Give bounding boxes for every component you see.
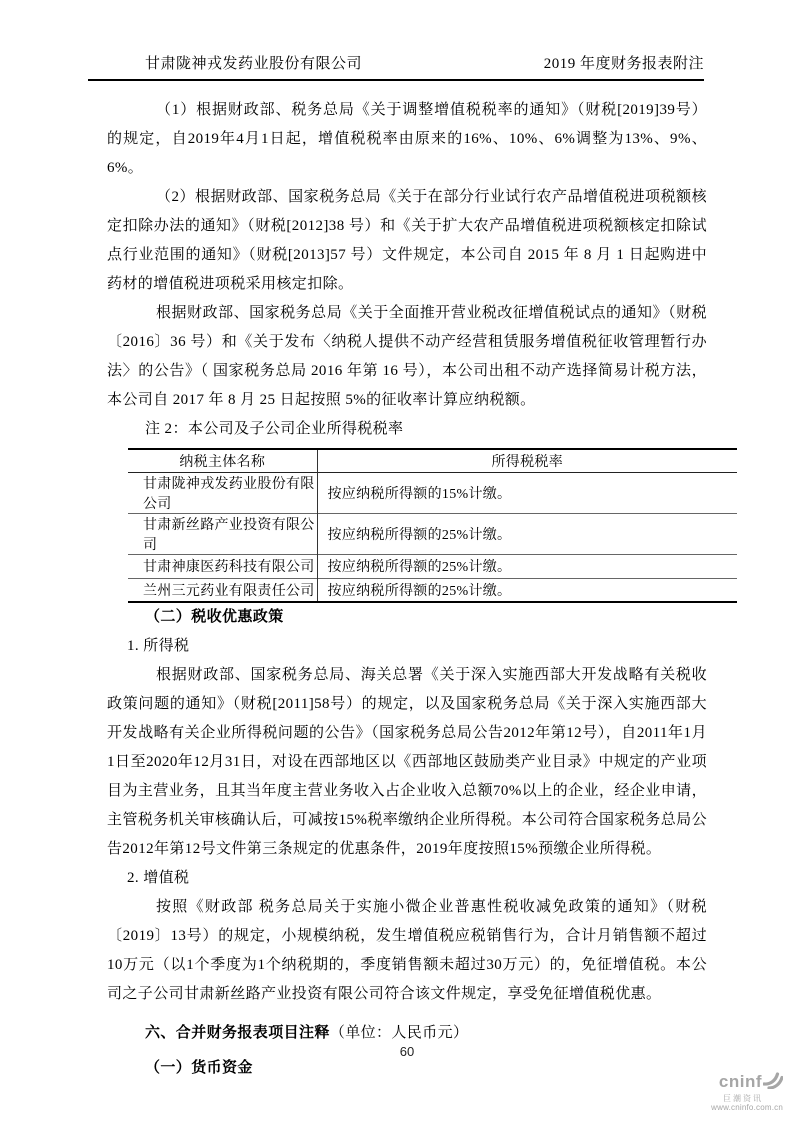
para-rental-simple-taxation: 根据财政部、国家税务总局《关于全面推开营业税改征增值税试点的通知》（财税〔2016〕36 号）和《关于发布〈纳税人提供不动产经营租赁服务增值税征收管理暂行办法〉的公告》（ 国家税务总局 2016 年第 16 号），本公司出租不动产选择简易计税方法，本公司自 2017 年 8 月 25 日起按照 5%的征收率计算应纳税额。 <box>107 305 707 408</box>
tax-rate-cell: 按应纳税所得额的25%计缴。 <box>327 583 512 599</box>
cninfo-url: www.cninfo.com.cn <box>711 1103 783 1113</box>
item-vat: 2. 增值税 <box>127 870 190 886</box>
cninfo-swirl-icon <box>763 1072 783 1094</box>
para-vat-rate-adjustment: （1）根据财政部、税务总局《关于调整增值税税率的通知》（财税[2019]39号）的规定，自2019年4月1日起，增值税税率由原来的16%、10%、6%调整为13%、9%、6%。 <box>107 102 707 176</box>
unit-label: （单位：人民币元） <box>329 1025 469 1041</box>
section-heading-tax-incentives: （二）税收优惠政策 <box>145 609 284 625</box>
para-vat-incentive: 按照《财政部 税务总局关于实施小微企业普惠性税收减免政策的通知》（财税〔2019〕13号）的规定，小规模纳税，发生增值税应税销售行为，合计月销售额不超过10万元（以1个季度为1个纳税期的，季度销售额未超过30万元）的，免征增值税。本公司之子公司甘肃新丝路产业投资有限公司符合该文件规定，享受免征增值税优惠。 <box>107 899 707 1002</box>
page-number: 60 <box>399 1044 415 1059</box>
table-row <box>128 472 737 513</box>
column-header-rate: 所得税税率 <box>491 454 563 470</box>
cninfo-brand-cn: 巨潮资讯 <box>723 1093 763 1103</box>
column-header-entity: 纳税主体名称 <box>128 449 317 472</box>
table-row <box>128 554 737 578</box>
tax-rate-cell: 按应纳税所得额的25%计缴。 <box>327 560 512 575</box>
tax-rate-cell: 按应纳税所得额的15%计缴。 <box>327 486 512 502</box>
para-income-tax-incentive: 根据财政部、国家税务总局、海关总署《关于深入实施西部大开发战略有关税收政策问题的通知》（财税[2011]58号）的规定，以及国家税务总局《关于深入实施西部大开发战略有关企业所得税问题的公告》（国家税务总局公告2012年第12号），自2011年1月1日至2020年12月31日，对设在西部地区以《西部地区鼓励类产业目录》中规定的产业项目为主营业务，且其当年度主营业务收入占企业收入总额70%以上的企业，经企业申请，主管税务机关审核确认后，可减按15%税率缴纳企业所得税。本公司符合国家税务总局公告2012年第12号文件第三条规定的优惠条件，2019年度按照15%预缴企业所得税。 <box>107 667 707 857</box>
cninfo-brand-text: cninf <box>718 1072 762 1092</box>
tax-rate-cell: 按应纳税所得额的25%计缴。 <box>327 527 512 543</box>
table-row <box>128 513 737 554</box>
item-income-tax: 1. 所得税 <box>127 638 190 654</box>
header-company-name: 甘肃陇神戎发药业股份有限公司 <box>145 56 363 72</box>
table-row <box>128 578 737 602</box>
subsection-heading-monetary-funds: （一）货币资金 <box>145 1060 253 1076</box>
entity-name-cell: 甘肃神康医药科技有限公司 <box>128 554 317 578</box>
entity-name-cell: 甘肃陇神戎发药业股份有限公司 <box>128 472 317 513</box>
para-agri-input-tax-deduction: （2）根据财政部、国家税务总局《关于在部分行业试行农产品增值税进项税额核定扣除办法的通知》（财税[2012]38 号）和《关于扩大农产品增值税进项税额核定扣除试点行业范围的通知》（财税[2013]57 号）文件规定，本公司自 2015 年 8 月 1 日起购进中药材的增值税进项税采用核定扣除。 <box>107 189 707 292</box>
income-tax-rate-table <box>128 448 737 603</box>
section6-title: 六、合并财务报表项目注释 <box>145 1025 330 1041</box>
page-body <box>107 96 707 1083</box>
table-header-row <box>128 449 737 472</box>
page-header <box>88 52 704 81</box>
note-2-label: 注 2：本公司及子公司企业所得税税率 <box>145 421 404 437</box>
entity-name-cell: 兰州三元药业有限责任公司 <box>128 578 317 602</box>
header-doc-title: 2019 年度财务报表附注 <box>543 56 704 72</box>
entity-name-cell: 甘肃新丝路产业投资有限公司 <box>128 513 317 554</box>
cninfo-logo <box>703 1072 783 1113</box>
